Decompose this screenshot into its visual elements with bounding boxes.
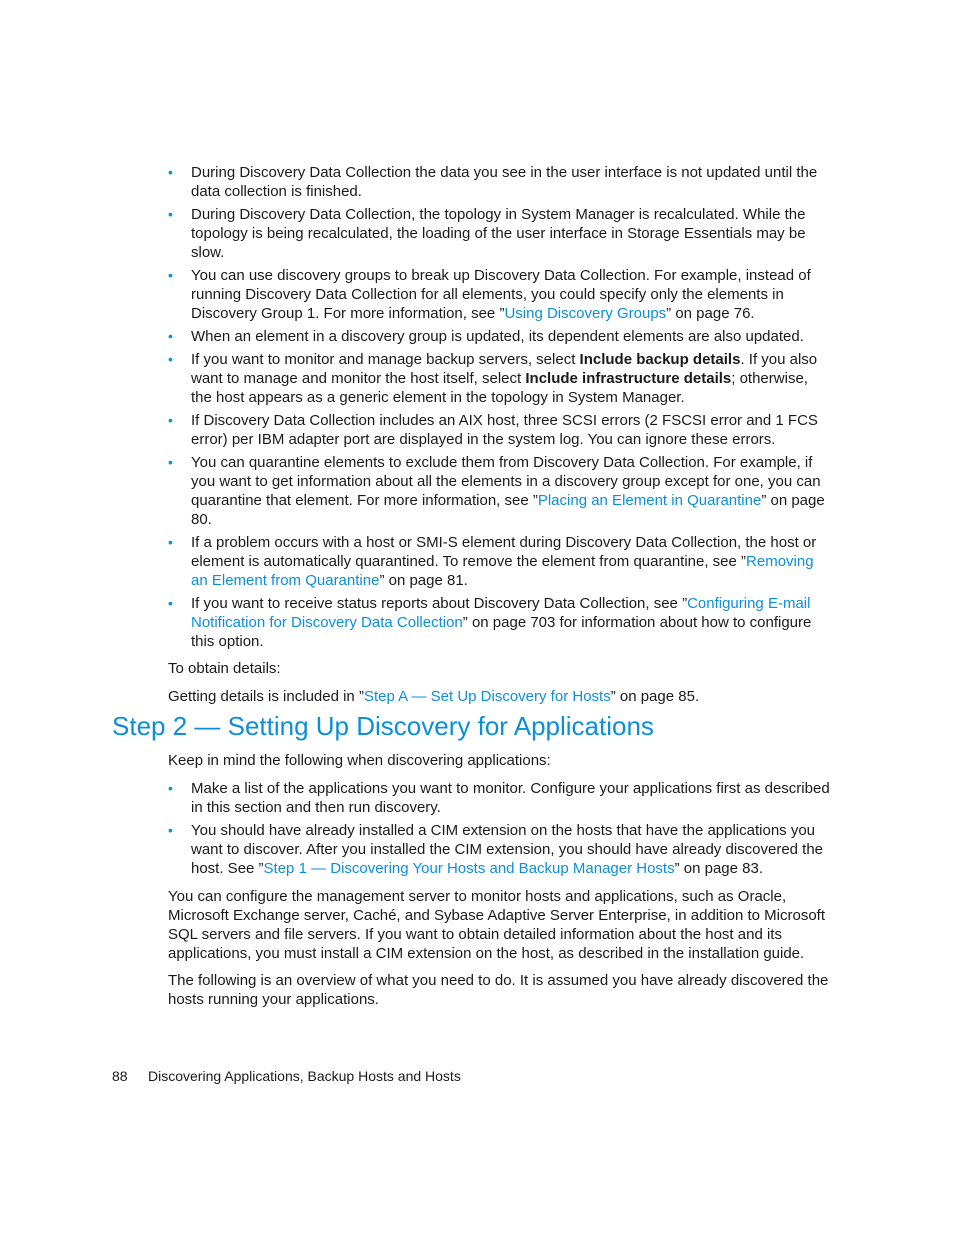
bullet-item	[168, 350, 830, 407]
overview-paragraph: The following is an overview of what you need to do. It is assumed you have already discovered the hosts running your applications.	[168, 972, 829, 1008]
bullet-item	[168, 779, 830, 817]
text-run: During Discovery Data Collection the data you see in the user interface is not updated until the data collection is finished.	[191, 164, 818, 200]
text-run: When an element in a discovery group is updated, its dependent elements are also updated.	[191, 328, 804, 345]
bullet-item	[168, 533, 830, 590]
cross-reference-link[interactable]: Step A — Set Up Discovery for Hosts	[363, 688, 611, 705]
text-run: If you want to receive status reports about Discovery Data Collection, see ”	[191, 595, 688, 612]
cross-reference-link[interactable]: Step 1 — Discovering Your Hosts and Backup Manager Hosts	[263, 860, 675, 877]
text-run: You should have already installed a CIM extension on the hosts that have the applications you want to discover. After you installed the CIM extension, you should have already discovered the host. See ”	[191, 822, 824, 877]
bold-term: Include infrastructure details	[525, 370, 732, 387]
cross-reference-link[interactable]: Placing an Element in Quarantine	[537, 492, 762, 509]
to-obtain-text: To obtain details:	[168, 660, 281, 677]
chapter-title: Discovering Applications, Backup Hosts and Hosts	[148, 1068, 461, 1084]
text-run: ” on page 83.	[674, 860, 764, 877]
text-run: You can quarantine elements to exclude them from Discovery Data Collection. For example, if you want to get information about all the elements in a discovery group except for one, you can quarantine that element. For more information, see ”	[191, 454, 821, 509]
bullet-icon: •	[168, 822, 173, 838]
bullet-text	[191, 822, 823, 877]
text-run: ” on page 76.	[666, 305, 755, 322]
getting-details-text	[168, 687, 830, 706]
text-run: If Discovery Data Collection includes an AIX host, three SCSI errors (2 FSCSI error and 1 FCS error) per IBM adapter port are displayed in the system log. You can ignore these errors.	[191, 412, 818, 448]
bold-term: Include backup details	[579, 351, 741, 368]
page-footer	[112, 1067, 461, 1085]
cross-reference-link[interactable]: Using Discovery Groups	[504, 305, 667, 322]
bullet-list-discovery-notes	[168, 163, 830, 655]
bullet-item	[168, 266, 830, 323]
text-run: ; otherwise, the host appears as a generic element in the topology in System Manager.	[191, 370, 808, 406]
bullet-item	[168, 205, 830, 262]
section-heading: Step 2 — Setting Up Discovery for Applications	[112, 711, 654, 741]
bullet-icon: •	[168, 351, 173, 367]
bullet-item	[168, 327, 830, 346]
text-run: . If you also want to manage and monitor the host itself, select	[191, 351, 818, 387]
text-run: Make a list of the applications you want to monitor. Configure your applications first as described in this section and then run discovery.	[191, 780, 830, 816]
bullet-text	[191, 780, 830, 816]
cross-reference-link[interactable]: Configuring E-mail Notification for Discovery Data Collection	[191, 595, 811, 631]
bullet-icon: •	[168, 595, 173, 611]
bullet-icon: •	[168, 412, 173, 428]
text-run: If a problem occurs with a host or SMI-S element during Discovery Data Collection, the host or element is automatically quarantined. To remove the element from quarantine, see ”	[191, 534, 817, 570]
bullet-text	[191, 164, 817, 200]
bullet-text	[191, 206, 806, 261]
text-run: ” on page 85.	[610, 688, 700, 705]
bullet-icon: •	[168, 267, 173, 283]
bullet-icon: •	[168, 164, 173, 180]
text-run: ” on page 703 for information about how to configure this option.	[191, 614, 812, 650]
bullet-text	[191, 351, 817, 406]
text-run: ” on page 80.	[191, 492, 825, 528]
text-run: If you want to monitor and manage backup servers, select	[191, 351, 580, 368]
bullet-icon: •	[168, 206, 173, 222]
page-number: 88	[112, 1068, 128, 1084]
bullet-item	[168, 453, 830, 529]
configure-paragraph: You can configure the management server to monitor hosts and applications, such as Oracle, Microsoft Exchange server, Caché, and Sybase Adaptive Server Enterprise, in addition to Microsoft SQL servers and file servers. If you want to obtain detailed information about the host and its applications, you must install a CIM extension on the host, as described in the installation guide.	[168, 888, 825, 962]
text-run: You can use discovery groups to break up Discovery Data Collection. For example, instead of running Discovery Data Collection for all elements, you could specify only the elements in Discovery Group 1. For more information, see ”	[191, 267, 811, 322]
bullet-text	[191, 595, 811, 650]
bullet-icon: •	[168, 328, 173, 344]
bullet-text	[191, 267, 811, 322]
bullet-item	[168, 163, 830, 201]
bullet-text	[191, 534, 816, 589]
cross-reference-link[interactable]: Removing an Element from Quarantine	[191, 553, 814, 589]
bullet-text	[191, 454, 825, 528]
bullet-icon: •	[168, 454, 173, 470]
bullet-item	[168, 411, 830, 449]
keep-in-mind-text: Keep in mind the following when discovering applications:	[168, 752, 551, 769]
bullet-text	[191, 412, 818, 448]
bullet-icon: •	[168, 534, 173, 550]
bullet-icon: •	[168, 780, 173, 796]
text-run: ” on page 81.	[379, 572, 468, 589]
bullet-item	[168, 821, 830, 878]
text-run: Getting details is included in ”	[168, 688, 364, 705]
bullet-item	[168, 594, 830, 651]
text-run: During Discovery Data Collection, the topology in System Manager is recalculated. While the topology is being recalculated, the loading of the user interface in Storage Essentials may be slow.	[191, 206, 806, 261]
bullet-text	[191, 328, 804, 345]
bullet-list-application-notes	[168, 779, 830, 882]
